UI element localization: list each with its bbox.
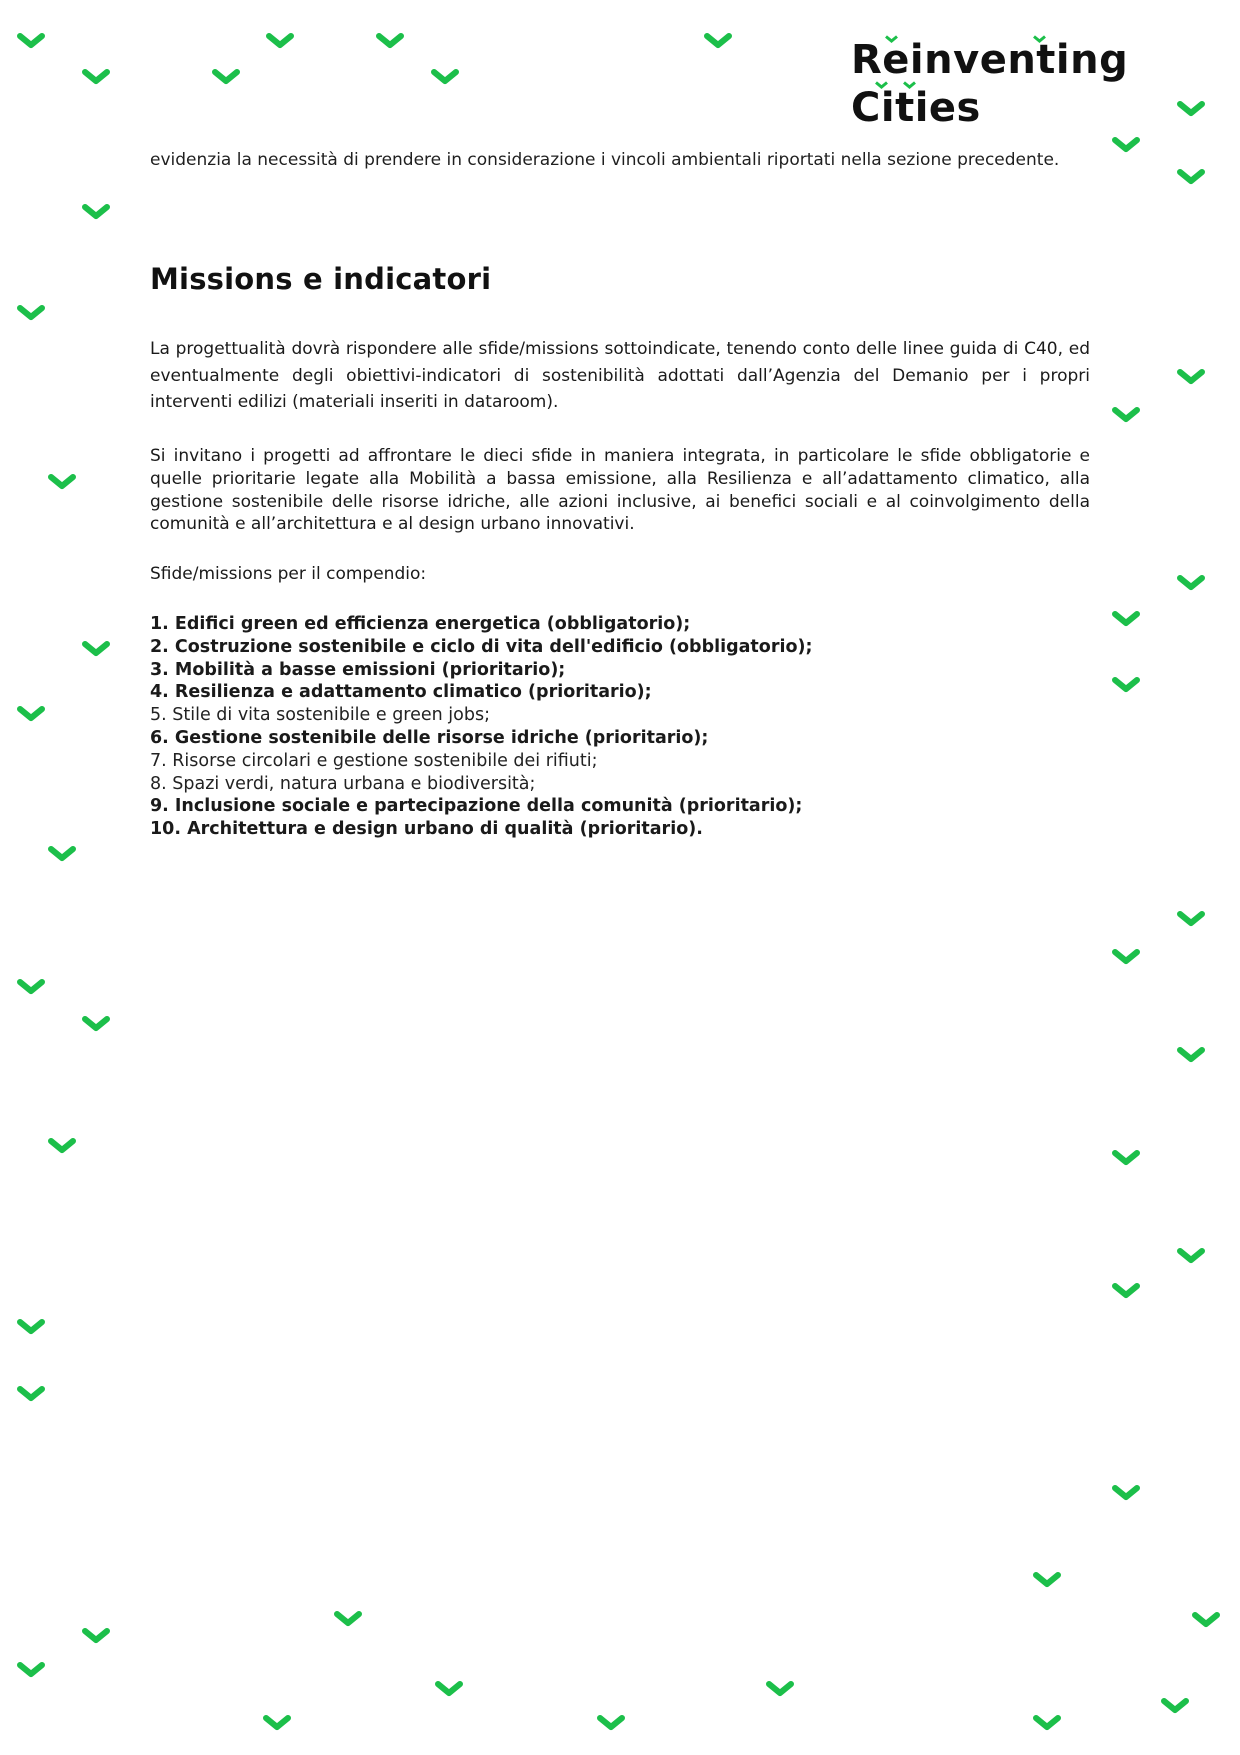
paragraph-intro: La progettualità dovrà rispondere alle sfide/missions sottoindicate, tenendo conto delle linee guida di C40, ed eventualmente degli obiettivi-indicatori di sostenibilità adottati dall’Agenzia del Demanio per i propri interventi edilizi (materiali inseriti in dataroom). xyxy=(150,339,1090,412)
chevron-down-icon xyxy=(1111,1282,1141,1300)
chevron-down-icon xyxy=(375,32,405,50)
reinventing-cities-logo xyxy=(851,37,1129,133)
chevron-down-icon xyxy=(265,32,295,50)
mission-item: 9. Inclusione sociale e partecipazione della comunità (prioritario); xyxy=(150,796,803,817)
chevron-down-icon xyxy=(81,203,111,221)
chevron-down-icon xyxy=(1176,368,1206,386)
chevron-down-icon xyxy=(1032,1571,1062,1589)
chevron-down-icon xyxy=(333,1610,363,1628)
chevron-down-icon xyxy=(1176,910,1206,928)
chevron-down-icon xyxy=(765,1680,795,1698)
chevron-down-icon xyxy=(81,640,111,658)
chevron-down-icon xyxy=(1111,136,1141,154)
chevron-down-icon xyxy=(1111,948,1141,966)
chevron-down-icon xyxy=(47,473,77,491)
chevron-down-icon xyxy=(16,1318,46,1336)
chevron-down-icon xyxy=(47,1137,77,1155)
chevron-down-icon xyxy=(16,1661,46,1679)
chevron-down-icon xyxy=(16,32,46,50)
chevron-down-icon xyxy=(430,68,460,86)
chevron-down-icon xyxy=(262,1714,292,1732)
chevron-down-icon xyxy=(1176,168,1206,186)
chevron-down-icon xyxy=(16,978,46,996)
chevron-down-icon xyxy=(1176,574,1206,592)
logo-text-line1: Reinventing xyxy=(851,37,1129,83)
chevron-down-icon xyxy=(1032,1714,1062,1732)
chevron-down-icon xyxy=(1176,100,1206,118)
missions-list xyxy=(150,613,812,841)
chevron-down-icon xyxy=(81,1015,111,1033)
chevron-down-icon xyxy=(1111,610,1141,628)
chevron-down-icon xyxy=(1176,1247,1206,1265)
chevron-down-icon xyxy=(596,1714,626,1732)
mission-item: 10. Architettura e design urbano di qualità (prioritario). xyxy=(150,819,703,840)
chevron-down-icon xyxy=(16,1385,46,1403)
paragraph-invitation: Si invitano i progetti ad affrontare le dieci sfide in maniera integrata, in particolare le sfide obbligatorie e quelle prioritarie legate alla Mobilità a bassa emissione, alla Resilienza e all’adattamento climatico, alla gestione sostenibile delle risorse idriche, alle azioni inclusive, ai benefici sociali e al coinvolgimento della comunità e all’architettura e al design urbano innovativi. xyxy=(150,446,1090,535)
mission-item: 1. Edifici green ed efficienza energetica (obbligatorio); xyxy=(150,614,691,634)
logo-chevron-icon xyxy=(884,34,899,44)
chevron-down-icon xyxy=(1160,1697,1190,1715)
chevron-down-icon xyxy=(1111,676,1141,694)
mission-item: 8. Spazi verdi, natura urbana e biodiversità; xyxy=(150,773,536,794)
mission-item: 6. Gestione sostenibile delle risorse idriche (prioritario); xyxy=(150,727,709,748)
chevron-down-icon xyxy=(1111,1484,1141,1502)
section-title: Missions e indicatori xyxy=(150,262,492,296)
chevron-down-icon xyxy=(1191,1611,1221,1629)
chevron-down-icon xyxy=(47,845,77,863)
mission-item: 3. Mobilità a basse emissioni (prioritario); xyxy=(150,659,566,680)
mission-item: 5. Stile di vita sostenibile e green jobs; xyxy=(150,705,490,726)
chevron-down-icon xyxy=(81,68,111,86)
logo-chevron-icon xyxy=(1032,34,1047,44)
continuation-paragraph-block xyxy=(150,149,1090,172)
mission-item: 4. Resilienza e adattamento climatico (prioritario); xyxy=(150,682,652,703)
chevron-down-icon xyxy=(434,1680,464,1698)
chevron-down-icon xyxy=(81,1627,111,1645)
mission-item: 2. Costruzione sostenibile e ciclo di vita dell'edificio (obbligatorio); xyxy=(150,636,813,657)
chevron-down-icon xyxy=(16,705,46,723)
chevron-down-icon xyxy=(211,68,241,86)
chevron-down-icon xyxy=(1111,406,1141,424)
logo-chevron-icon xyxy=(902,80,917,90)
continuation-paragraph: evidenzia la necessità di prendere in considerazione i vincoli ambientali riportati nella sezione precedente. xyxy=(150,150,1060,170)
chevron-down-icon xyxy=(703,32,733,50)
list-intro: Sfide/missions per il compendio: xyxy=(150,564,427,584)
chevron-down-icon xyxy=(1176,1046,1206,1064)
chevron-down-icon xyxy=(1111,1149,1141,1167)
logo-chevron-icon xyxy=(874,80,889,90)
logo-text-line2: Cities xyxy=(851,85,981,131)
chevron-down-icon xyxy=(16,304,46,322)
mission-item: 7. Risorse circolari e gestione sostenibile dei rifiuti; xyxy=(150,750,598,771)
